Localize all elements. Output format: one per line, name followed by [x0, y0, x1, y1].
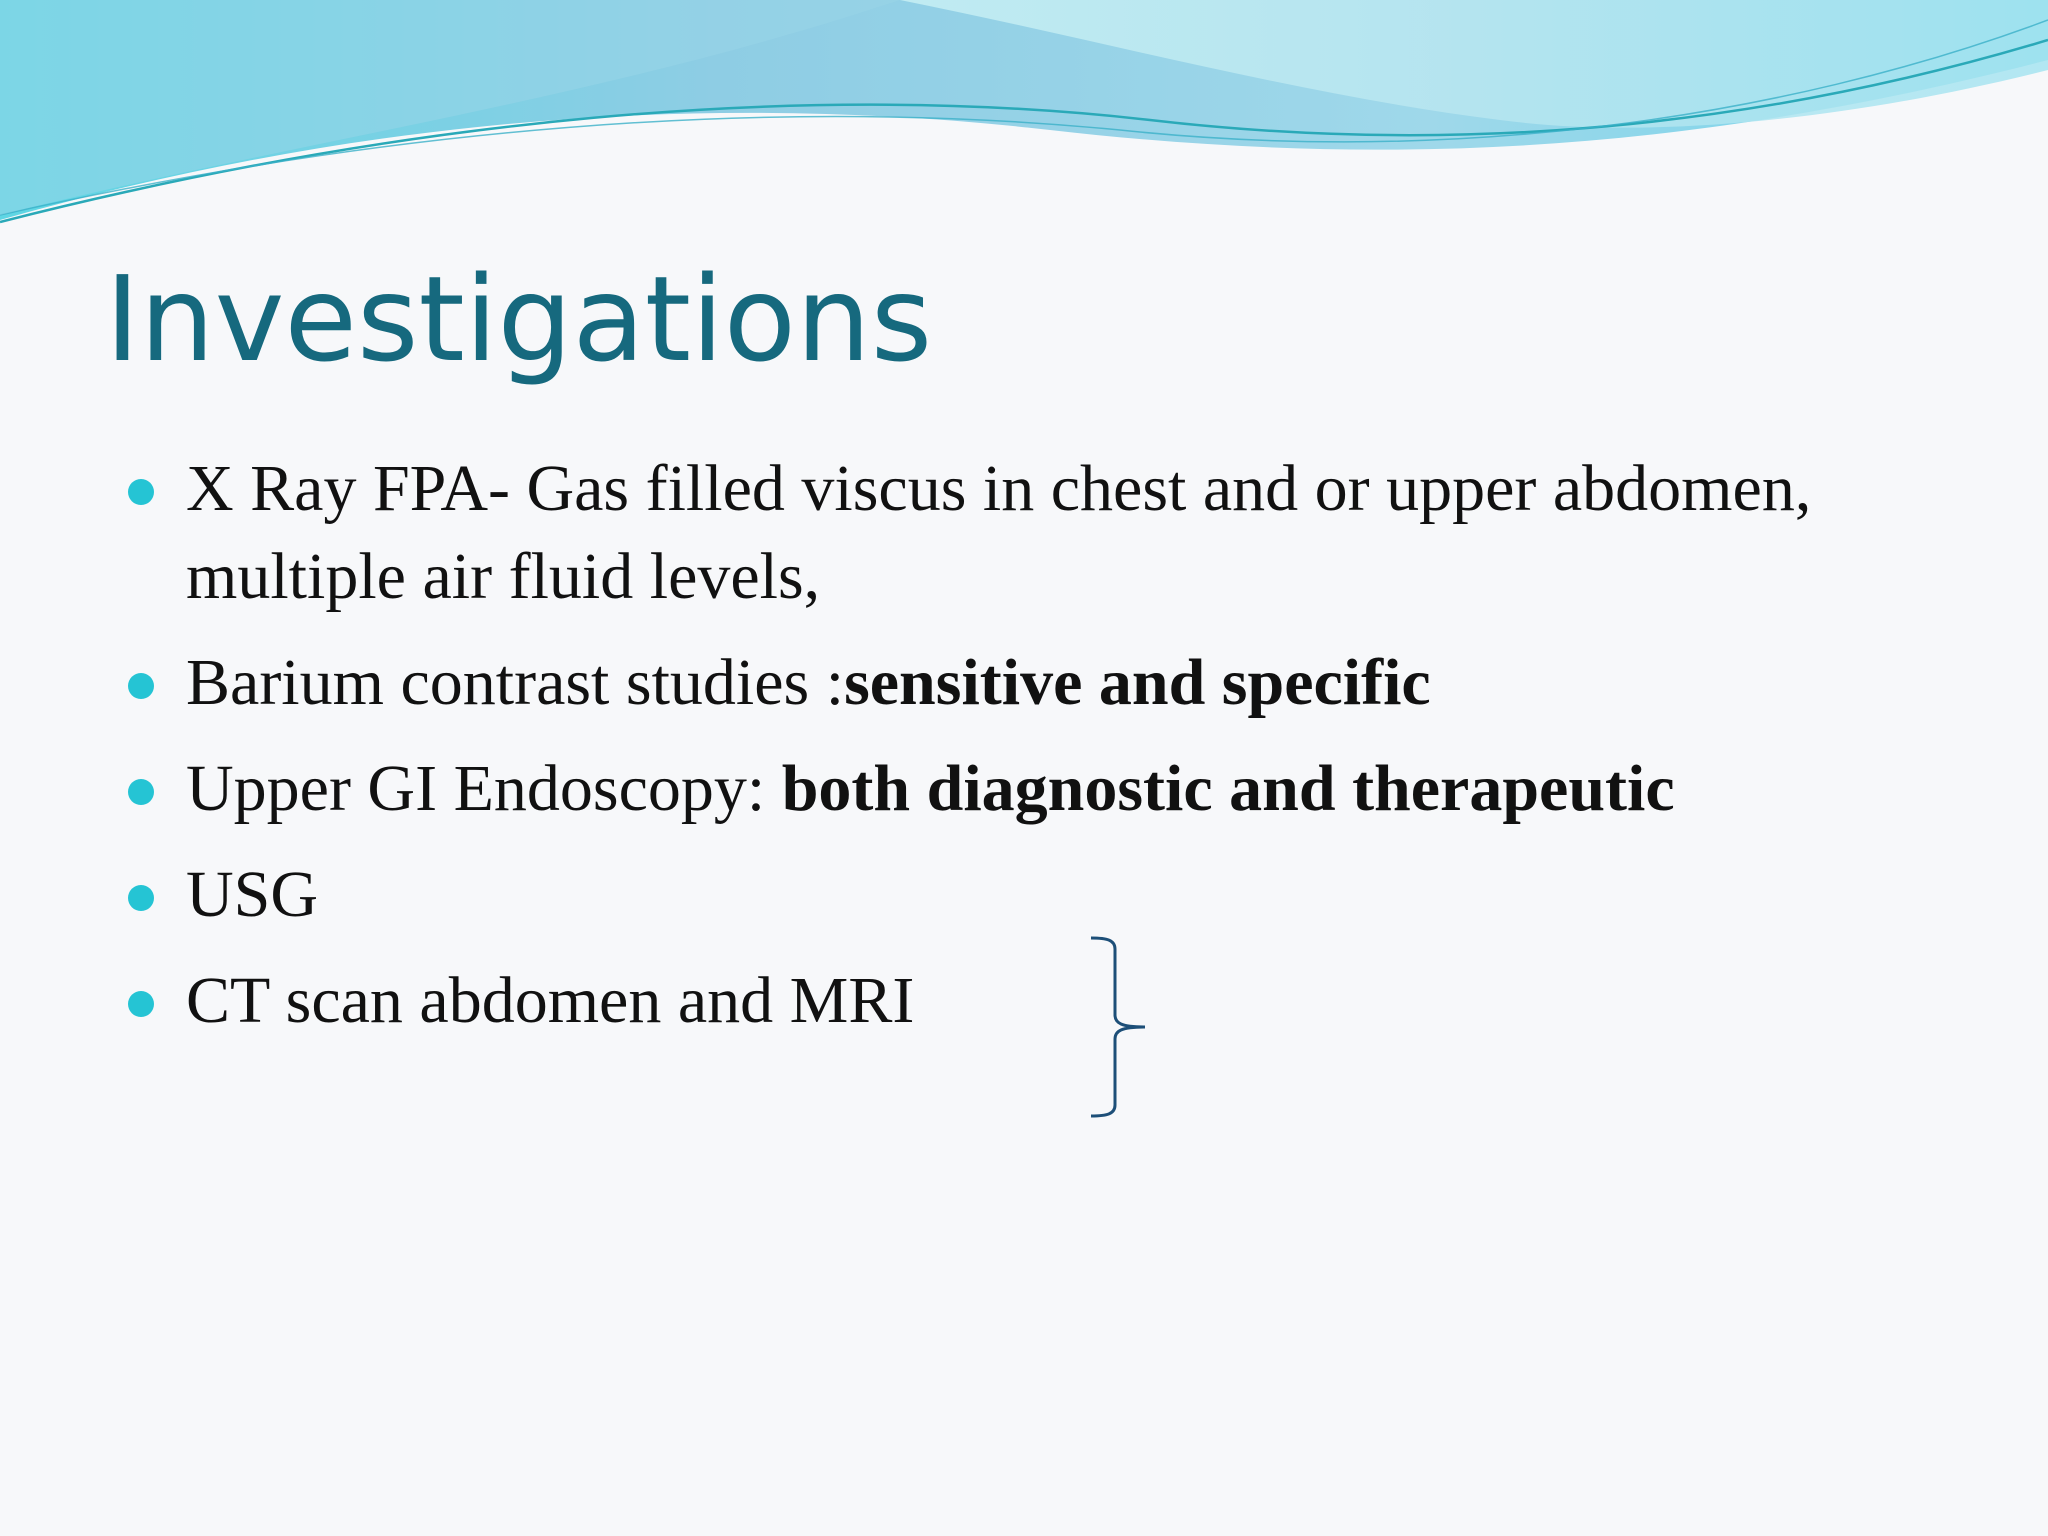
bullet-text: USG: [186, 858, 319, 931]
bullet-text: X Ray FPA- Gas filled viscus in chest and or upper abdomen, multiple air fluid levels,: [186, 452, 1812, 613]
bullet-dot-icon: [128, 673, 154, 699]
bullet-dot-icon: [128, 991, 154, 1017]
bullet-item: [128, 745, 1948, 833]
bullet-text: Barium contrast studies :: [186, 646, 845, 719]
bullet-bold-text: sensitive and specific: [844, 646, 1431, 719]
bullet-text: CT scan abdomen and MRI: [186, 964, 915, 1037]
header-wave-decoration: [0, 0, 2048, 260]
bullet-item: [128, 445, 1948, 621]
bullet-item: [128, 851, 1948, 939]
bullet-list: [128, 445, 1948, 1063]
bullet-text: Upper GI Endoscopy:: [186, 752, 782, 825]
bullet-dot-icon: [128, 479, 154, 505]
bullet-dot-icon: [128, 779, 154, 805]
curly-brace-icon: [1085, 935, 1155, 1120]
bullet-bold-text: both diagnostic and therapeutic: [781, 752, 1675, 825]
bullet-item: [128, 957, 1948, 1045]
bullet-item: [128, 639, 1948, 727]
slide-title: Investigations: [105, 250, 933, 388]
bullet-dot-icon: [128, 885, 154, 911]
